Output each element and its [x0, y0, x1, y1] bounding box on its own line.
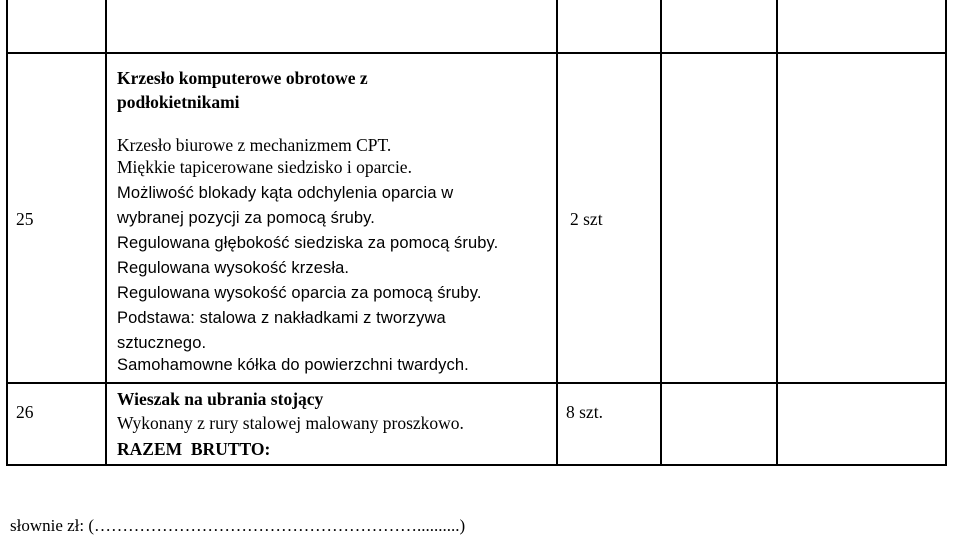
row-25-desc-line-5: Regulowana głębokość siedziska za pomocą śruby. — [117, 234, 499, 252]
row-25-quantity: 2 szt — [570, 209, 603, 229]
row-25-desc-line-6: Regulowana wysokość krzesła. — [117, 259, 350, 277]
row-25-desc-line-4: wybranej pozycji za pomocą śruby. — [117, 209, 375, 227]
row-25-desc-line-10: Samohamowne kółka do powierzchni twardych. — [117, 356, 469, 374]
row-25-number: 25 — [16, 209, 34, 229]
row-25-desc-line-9: sztucznego. — [117, 334, 207, 352]
table-border-left — [6, 0, 8, 466]
table-row-separator-mid — [6, 382, 947, 384]
row-25-desc-line-7: Regulowana wysokość oparcia za pomocą śruby. — [117, 284, 482, 302]
total-gross-label: RAZEM BRUTTO: — [117, 439, 271, 459]
table-divider-desc — [556, 0, 558, 466]
row-25-desc-line-8: Podstawa: stalowa z nakładkami z tworzywa — [117, 309, 446, 327]
row-25-desc-line-1: Krzesło biurowe z mechanizmem CPT. — [117, 135, 392, 155]
row-25-desc-line-2: Miękkie tapicerowane siedzisko i oparcie. — [117, 157, 412, 177]
table-border-right — [945, 0, 947, 466]
table-divider-qty — [660, 0, 662, 466]
table-row-separator-top — [6, 52, 947, 54]
row-26-title: Wieszak na ubrania stojący — [117, 389, 324, 409]
row-26-desc-line-1: Wykonany z rury stalowej malowany proszkowo. — [117, 413, 464, 433]
row-25-title-line-1: Krzesło komputerowe obrotowe z — [117, 68, 368, 88]
row-25-desc-line-3: Możliwość blokady kąta odchylenia oparcia w — [117, 184, 454, 202]
row-25-title-line-2: podłokietnikami — [117, 92, 240, 112]
table-divider-nr — [105, 0, 107, 466]
table-divider-price — [776, 0, 778, 466]
row-26-number: 26 — [16, 402, 34, 422]
amount-in-words: słownie zł: (…………………………………………………..........) — [10, 516, 466, 535]
row-26-quantity: 8 szt. — [566, 402, 603, 422]
table-border-bottom — [6, 464, 947, 466]
